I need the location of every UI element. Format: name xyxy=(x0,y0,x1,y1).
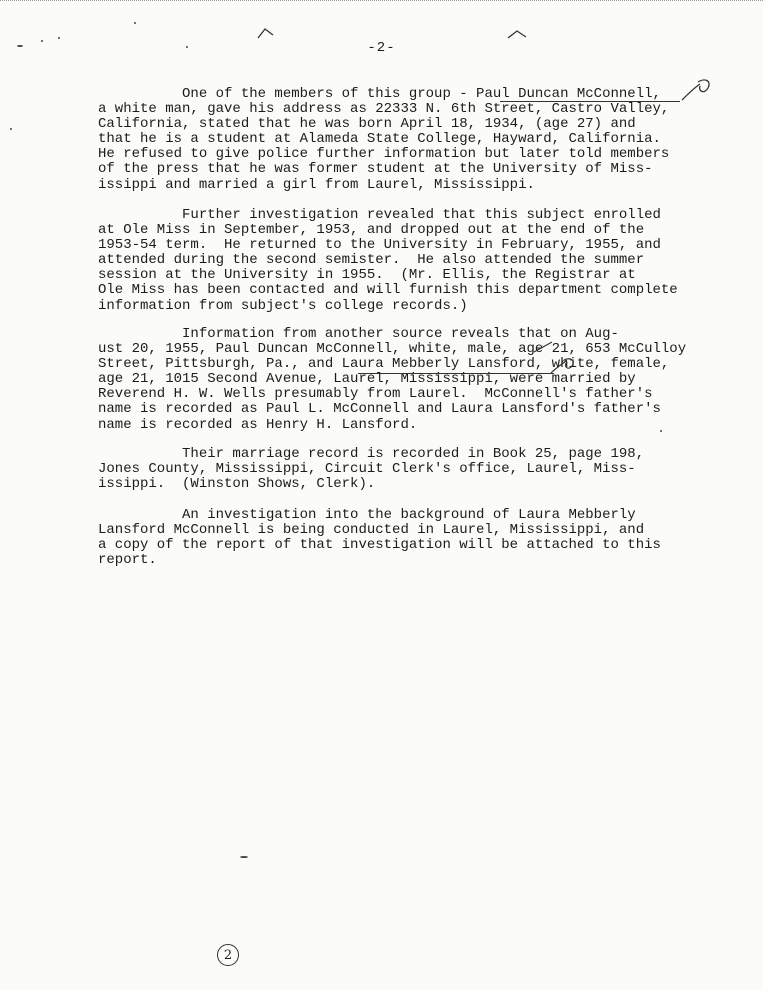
caret-mark-icon xyxy=(506,28,528,40)
page-number: -2- xyxy=(367,40,396,56)
handwritten-check-icon xyxy=(678,76,714,104)
handwritten-underline xyxy=(358,373,554,374)
scan-speck xyxy=(134,22,136,24)
paragraph-subject-identity: One of the members of this group - Paul Duncan McConnell, a white man, gave his address as 22333 N. 6th Street, Castro Valley, California, stated that he was born April 18, 1934, (age 27) and that he is a student at Alameda State College, Hayward, California. He refused to give police further information but later told members of the press that he was former student at the University of Miss- issippi and married a girl from Laurel, Mississippi. xyxy=(98,86,670,193)
paragraph-marriage: Information from another source reveals that on Aug- ust 20, 1955, Paul Duncan McConnell, white, male, age 21, 653 McCulloy Street, Pittsburgh, Pa., and Laura Mebberly Lansford, white, female, age 21, 1015 Second Avenue, Laurel, Mississippi, were married by Reverend H. W. Wells presumably from Laurel. McConnell's father's name is recorded as Paul L. McConnell and Laura Lansford's father's name is recorded as Henry H. Lansford. xyxy=(98,326,687,433)
caret-mark-icon xyxy=(256,26,276,40)
handwritten-underline xyxy=(500,101,680,102)
handwritten-check-icon xyxy=(548,356,578,376)
paragraph-marriage-record: Their marriage record is recorded in Book 25, page 198, Jones County, Mississippi, Circuit Clerk's office, Laurel, Miss- issippi. (Winston Shows, Clerk). xyxy=(98,446,645,493)
scan-speck xyxy=(10,128,12,130)
paragraph-enrollment: Further investigation revealed that this subject enrolled at Ole Miss in September, 1953, and dropped out at the end of the 1953-54 term. He returned to the University in February, 1955, and attended during the second semister. He also attended the summer session at the University in 1955. (Mr. Ellis, the Registrar at Ole Miss has been contacted and will furnish this department complete information from subject's college records.) xyxy=(98,207,678,314)
scan-speck xyxy=(58,37,60,39)
page-top-edge xyxy=(0,0,763,5)
scan-speck xyxy=(240,856,248,858)
circled-number-stamp: 2 xyxy=(217,944,239,966)
handwritten-slash-icon xyxy=(532,340,554,354)
paragraph-investigation: An investigation into the background of Laura Mebberly Lansford McConnell is being conducted in Laurel, Mississippi, and a copy of the report of that investigation will be attached to this report. xyxy=(98,507,661,569)
